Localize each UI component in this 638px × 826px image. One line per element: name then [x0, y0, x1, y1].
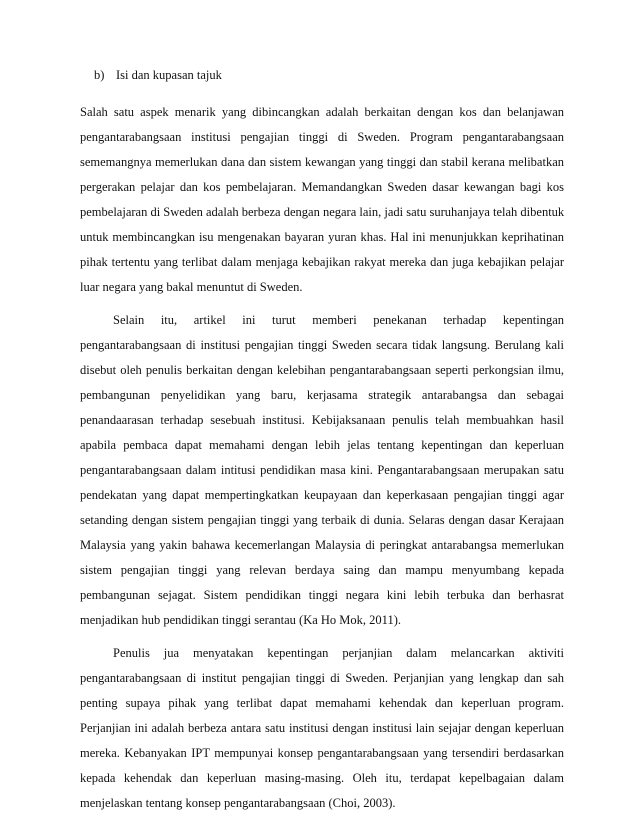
paragraph-line: mereka. Kebanyakan IPT mempunyai konsep pengantarabangsaan yang tersendiri berdasarkan: [80, 746, 564, 760]
paragraph-line: pengantarabangsaan dalam intitusi pendidikan masa kini. Pengantarabangsaan merupakan satu: [80, 463, 564, 477]
paragraph-line: setanding dengan sistem pengajian tinggi yang terbaik di dunia. Selaras dengan dasar Kerajaan: [80, 513, 564, 527]
paragraph-line: penting supaya pihak yang terlibat dapat memahami kehendak dan keperluan program.: [80, 696, 564, 710]
paragraph-line: pihak tertentu yang terlibat dalam menjaga kebajikan rakyat mereka dan juga kebajikan pelajar: [80, 255, 564, 269]
paragraph-line: kepada kehendak dan keperluan masing-masing. Oleh itu, terdapat kepelbagaian dalam: [80, 771, 564, 785]
section-title: Isi dan kupasan tajuk: [116, 68, 222, 82]
paragraph-line: pengantarabangsaan di institusi pengajian tinggi Sweden secara tidak langsung. Berulang kali: [80, 338, 564, 352]
paragraph-line: sememangnya memerlukan dana dan sistem kewangan yang tinggi dan stabil kerana melibatkan: [80, 155, 564, 169]
paragraph-line: sistem pengajian tinggi yang relevan berdaya saing dan mampu menyumbang kepada: [80, 563, 564, 577]
paragraph-line: pembangunan penyelidikan yang baru, kerjasama strategik antarabangsa dan sebagai: [80, 388, 564, 402]
paragraph-line: pembangunan sejagat. Sistem pendidikan tinggi negara kini lebih terbuka dan berhasrat: [80, 588, 564, 602]
paragraph-line: Perjanjian ini adalah berbeza antara satu institusi dengan institusi lain sejajar dengan keperluan: [80, 721, 564, 735]
paragraph-line: pengantarabangsaan di institut pengajian tinggi di Sweden. Perjanjian yang lengkap dan sah: [80, 671, 564, 685]
paragraph-line: apabila pembaca dapat memahami dengan lebih jelas tentang kepentingan dan keperluan: [80, 438, 564, 452]
paragraph-line: Penulis jua menyatakan kepentingan perjanjian dalam melancarkan aktiviti: [113, 646, 564, 660]
paragraph-line: disebut oleh penulis berkaitan dengan kelebihan pengantarabangsaan seperti perkongsian ilmu,: [80, 363, 564, 377]
paragraph-line: penandaarasan terhadap sesebuah institusi. Kebijaksanaan penulis telah membuahkan hasil: [80, 413, 564, 427]
paragraph-line: menjelaskan tentang konsep pengantarabangsaan (Choi, 2003).: [80, 796, 396, 810]
paragraph-line: Malaysia yang yakin bahawa kecemerlangan Malaysia di peringkat antarabangsa memerlukan: [80, 538, 564, 552]
paragraph-line: Selain itu, artikel ini turut memberi penekanan terhadap kepentingan: [113, 313, 564, 327]
paragraph-line: menjadikan hub pendidikan tinggi serantau (Ka Ho Mok, 2011).: [80, 613, 401, 627]
section-heading: [94, 66, 222, 84]
paragraph-line: pembelajaran di Sweden adalah berbeza dengan negara lain, jadi satu suruhanjaya telah dibentuk: [80, 205, 565, 219]
paragraph-line: pergerakan pelajar dan kos pembelajaran. Memandangkan Sweden dasar kewangan bagi kos: [80, 180, 564, 194]
section-marker: b): [94, 68, 105, 82]
paragraph-line: untuk membincangkan isu mengenakan bayaran yuran khas. Hal ini menunjukkan keprihatinan: [80, 230, 564, 244]
paragraph-line: Salah satu aspek menarik yang dibincangkan adalah berkaitan dengan kos dan belanjawan: [80, 105, 564, 119]
paragraph-line: pengantarabangsaan institusi pengajian tinggi di Sweden. Program pengantarabangsaan: [80, 130, 564, 144]
paragraph-line: luar negara yang bakal menuntut di Sweden.: [80, 280, 303, 294]
paragraph-line: pendekatan yang dapat mempertingkatkan keupayaan dan keperkasaan pengajian tinggi agar: [80, 488, 564, 502]
